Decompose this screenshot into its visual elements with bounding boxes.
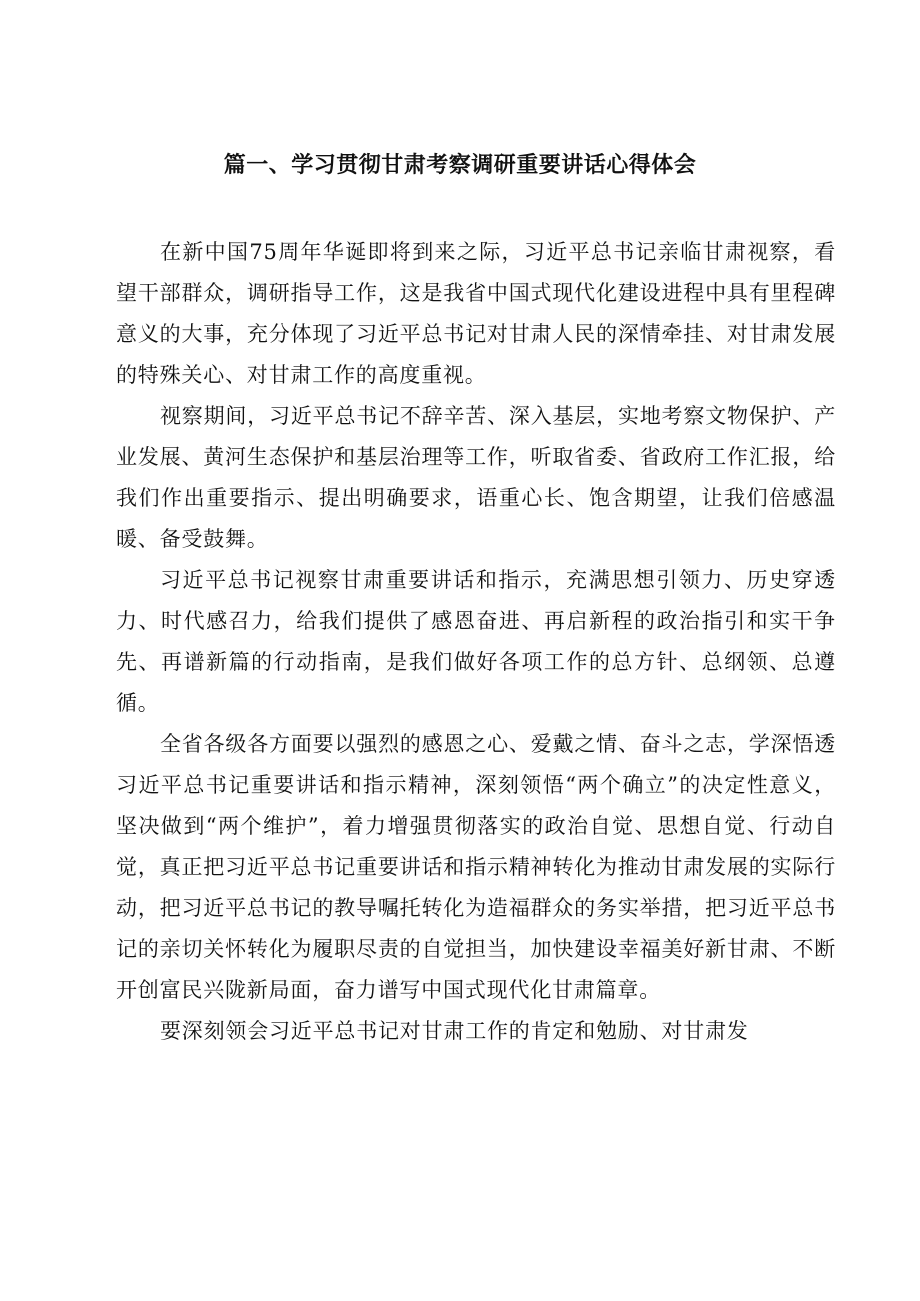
document-body: [116, 232, 836, 1052]
paragraph-4: 全省各级各方面要以强烈的感恩之心、爱戴之情、奋斗之志，学深悟透习近平总书记重要讲话和指示精神，深刻领悟“两个确立”的决定性意义，坚决做到“两个维护”，着力增强贯彻落实的政治自觉、思想自觉、行动自觉，真正把习近平总书记重要讲话和指示精神转化为推动甘肃发展的实际行动，把习近平总书记的教导嘱托转化为造福群众的务实举措，把习近平总书记的亲切关怀转化为履职尽责的自觉担当，加快建设幸福美好新甘肃、不断开创富民兴陇新局面，奋力谱写中国式现代化甘肃篇章。: [116, 732, 836, 1002]
document-title: 篇一、学习贯彻甘肃考察调研重要讲话心得体会: [223, 153, 697, 178]
paragraph-1: 在新中国75周年华诞即将到来之际，习近平总书记亲临甘肃视察，看望干部群众，调研指导工作，这是我省中国式现代化建设进程中具有里程碑意义的大事，充分体现了习近平总书记对甘肃人民的深情牵挂、对甘肃发展的特殊关心、对甘肃工作的高度重视。: [116, 240, 836, 387]
paragraph-2: 视察期间，习近平总书记不辞辛苦、深入基层，实地考察文物保护、产业发展、黄河生态保护和基层治理等工作，听取省委、省政府工作汇报，给我们作出重要指示、提出明确要求，语重心长、饱含期望，让我们倍感温暖、备受鼓舞。: [116, 404, 836, 551]
paragraph-5: 要深刻领会习近平总书记对甘肃工作的肯定和勉励、对甘肃发: [160, 1019, 749, 1043]
paragraph-3: 习近平总书记视察甘肃重要讲话和指示，充满思想引领力、历史穿透力、时代感召力，给我们提供了感恩奋进、再启新程的政治指引和实干争先、再谱新篇的行动指南，是我们做好各项工作的总方针、总纲领、总遵循。: [116, 568, 836, 715]
